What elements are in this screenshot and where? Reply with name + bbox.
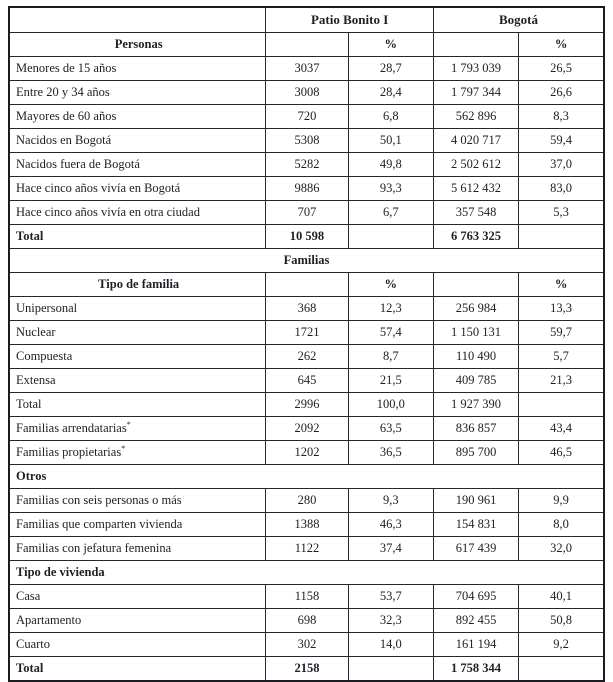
- patio-value-cell: 280: [266, 489, 348, 513]
- table-row: [9, 393, 604, 417]
- patio-value-cell: 645: [266, 369, 348, 393]
- patio-value-cell: 698: [266, 609, 348, 633]
- patio-percent-cell: 28,4: [348, 81, 433, 105]
- bogota-percent-cell: 26,6: [519, 81, 604, 105]
- bogota-value-cell: 562 896: [433, 105, 518, 129]
- patio-value-cell: 2158: [266, 657, 348, 682]
- bogota-percent-cell: 32,0: [519, 537, 604, 561]
- column-subheader-row: [9, 273, 604, 297]
- table-row: [9, 129, 604, 153]
- row-label-cell: Familias con seis personas o más: [9, 489, 266, 513]
- table-body: [9, 33, 604, 682]
- row-label-cell: Hace cinco años vivía en otra ciudad: [9, 201, 266, 225]
- row-label-cell: Menores de 15 años: [9, 57, 266, 81]
- bogota-percent-header-cell: %: [519, 33, 604, 57]
- patio-value-cell: 3008: [266, 81, 348, 105]
- patio-value-cell: 707: [266, 201, 348, 225]
- bogota-value-header-cell: [433, 33, 518, 57]
- row-label-cell: Extensa: [9, 369, 266, 393]
- table-row: [9, 225, 604, 249]
- patio-percent-cell: 6,7: [348, 201, 433, 225]
- bogota-percent-cell: 21,3: [519, 369, 604, 393]
- bogota-percent-cell: 43,4: [519, 417, 604, 441]
- patio-percent-cell: [348, 657, 433, 682]
- table-row: [9, 321, 604, 345]
- row-label-cell: Nacidos en Bogotá: [9, 129, 266, 153]
- table-row: [9, 633, 604, 657]
- section-header-cell: Tipo de vivienda: [9, 561, 604, 585]
- patio-percent-cell: 63,5: [348, 417, 433, 441]
- bogota-value-cell: 5 612 432: [433, 177, 518, 201]
- patio-value-cell: 720: [266, 105, 348, 129]
- patio-value-cell: 1202: [266, 441, 348, 465]
- footnote-asterisk: *: [126, 419, 131, 429]
- bogota-value-cell: 4 020 717: [433, 129, 518, 153]
- patio-percent-cell: 36,5: [348, 441, 433, 465]
- bogota-value-cell: 161 194: [433, 633, 518, 657]
- patio-percent-cell: 46,3: [348, 513, 433, 537]
- bogota-value-cell: 6 763 325: [433, 225, 518, 249]
- patio-percent-cell: 6,8: [348, 105, 433, 129]
- table-row: [9, 105, 604, 129]
- bogota-value-cell: 1 797 344: [433, 81, 518, 105]
- empty-corner-cell: [9, 7, 266, 33]
- patio-bonito-column-header: Patio Bonito I: [266, 7, 434, 33]
- row-label-cell: Hace cinco años vivía en Bogotá: [9, 177, 266, 201]
- table-row: [9, 369, 604, 393]
- bogota-value-cell: 357 548: [433, 201, 518, 225]
- patio-percent-cell: 50,1: [348, 129, 433, 153]
- patio-value-cell: 1388: [266, 513, 348, 537]
- bogota-percent-cell: 5,7: [519, 345, 604, 369]
- patio-value-cell: 5308: [266, 129, 348, 153]
- row-label-cell: Compuesta: [9, 345, 266, 369]
- row-label-cell: Total: [9, 393, 266, 417]
- patio-percent-cell: 21,5: [348, 369, 433, 393]
- bogota-value-cell: 154 831: [433, 513, 518, 537]
- table-row: [9, 201, 604, 225]
- section-header-cell: Otros: [9, 465, 604, 489]
- bogota-percent-cell: 50,8: [519, 609, 604, 633]
- row-label-cell: Nuclear: [9, 321, 266, 345]
- bogota-value-cell: 1 927 390: [433, 393, 518, 417]
- bogota-value-cell: 617 439: [433, 537, 518, 561]
- bogota-value-header-cell: [433, 273, 518, 297]
- bogota-percent-cell: 59,7: [519, 321, 604, 345]
- bogota-value-cell: 1 793 039: [433, 57, 518, 81]
- row-label-cell: Familias con jefatura femenina: [9, 537, 266, 561]
- row-label-cell: Total: [9, 225, 266, 249]
- section-header-row: [9, 249, 604, 273]
- patio-value-cell: 1721: [266, 321, 348, 345]
- table-row: [9, 81, 604, 105]
- bogota-percent-cell: 83,0: [519, 177, 604, 201]
- row-label-cell: Familias que comparten vivienda: [9, 513, 266, 537]
- bogota-value-cell: 892 455: [433, 609, 518, 633]
- row-label-cell: Casa: [9, 585, 266, 609]
- patio-value-cell: 3037: [266, 57, 348, 81]
- patio-percent-cell: 12,3: [348, 297, 433, 321]
- bogota-percent-cell: [519, 393, 604, 417]
- table-row: [9, 513, 604, 537]
- section-header-row: [9, 465, 604, 489]
- bogota-percent-cell: 40,1: [519, 585, 604, 609]
- patio-value-header-cell: [266, 33, 348, 57]
- bogota-percent-cell: 13,3: [519, 297, 604, 321]
- patio-percent-cell: 14,0: [348, 633, 433, 657]
- bogota-value-cell: 704 695: [433, 585, 518, 609]
- patio-value-cell: 9886: [266, 177, 348, 201]
- column-subheader-row: [9, 33, 604, 57]
- table-row: [9, 441, 604, 465]
- table-row: [9, 585, 604, 609]
- table-row: [9, 345, 604, 369]
- patio-percent-header-cell: %: [348, 273, 433, 297]
- table-group-header-row: [9, 7, 604, 33]
- bogota-value-cell: 895 700: [433, 441, 518, 465]
- row-label-cell: Nacidos fuera de Bogotá: [9, 153, 266, 177]
- row-label-cell: Familias propietarias*: [9, 441, 266, 465]
- bogota-percent-header-cell: %: [519, 273, 604, 297]
- patio-percent-cell: 57,4: [348, 321, 433, 345]
- patio-value-cell: 1122: [266, 537, 348, 561]
- bogota-percent-cell: 9,2: [519, 633, 604, 657]
- row-label-cell: Familias arrendatarias*: [9, 417, 266, 441]
- bogota-column-header: Bogotá: [433, 7, 604, 33]
- table-row: [9, 657, 604, 682]
- demographics-table: [8, 6, 605, 682]
- bogota-percent-cell: 26,5: [519, 57, 604, 81]
- bogota-percent-cell: 37,0: [519, 153, 604, 177]
- bogota-value-cell: 1 150 131: [433, 321, 518, 345]
- patio-value-cell: 368: [266, 297, 348, 321]
- patio-percent-cell: 37,4: [348, 537, 433, 561]
- patio-value-cell: 2092: [266, 417, 348, 441]
- bogota-value-cell: 409 785: [433, 369, 518, 393]
- patio-value-cell: 302: [266, 633, 348, 657]
- patio-percent-header-cell: %: [348, 33, 433, 57]
- patio-value-cell: 2996: [266, 393, 348, 417]
- bogota-value-cell: 110 490: [433, 345, 518, 369]
- bogota-percent-cell: [519, 225, 604, 249]
- patio-percent-cell: 9,3: [348, 489, 433, 513]
- bogota-percent-cell: 5,3: [519, 201, 604, 225]
- bogota-percent-cell: 8,0: [519, 513, 604, 537]
- patio-percent-cell: [348, 225, 433, 249]
- patio-value-cell: 5282: [266, 153, 348, 177]
- table-row: [9, 57, 604, 81]
- bogota-percent-cell: 9,9: [519, 489, 604, 513]
- table-row: [9, 297, 604, 321]
- bogota-percent-cell: [519, 657, 604, 682]
- table-row: [9, 177, 604, 201]
- bogota-value-cell: 1 758 344: [433, 657, 518, 682]
- patio-value-header-cell: [266, 273, 348, 297]
- table-row: [9, 489, 604, 513]
- patio-value-cell: 10 598: [266, 225, 348, 249]
- table-row: [9, 609, 604, 633]
- table-row: [9, 153, 604, 177]
- patio-value-cell: 1158: [266, 585, 348, 609]
- row-label-cell: Entre 20 y 34 años: [9, 81, 266, 105]
- bogota-percent-cell: 46,5: [519, 441, 604, 465]
- row-label-cell: Mayores de 60 años: [9, 105, 266, 129]
- table-row: [9, 417, 604, 441]
- bogota-value-cell: 836 857: [433, 417, 518, 441]
- patio-percent-cell: 49,8: [348, 153, 433, 177]
- patio-percent-cell: 100,0: [348, 393, 433, 417]
- bogota-value-cell: 256 984: [433, 297, 518, 321]
- bogota-percent-cell: 8,3: [519, 105, 604, 129]
- subheader-label-cell: Personas: [9, 33, 266, 57]
- footnote-asterisk: *: [121, 443, 126, 453]
- row-label-cell: Total: [9, 657, 266, 682]
- bogota-percent-cell: 59,4: [519, 129, 604, 153]
- subheader-label-cell: Tipo de familia: [9, 273, 266, 297]
- patio-percent-cell: 8,7: [348, 345, 433, 369]
- patio-percent-cell: 28,7: [348, 57, 433, 81]
- section-header-cell: Familias: [9, 249, 604, 273]
- table-row: [9, 537, 604, 561]
- patio-percent-cell: 32,3: [348, 609, 433, 633]
- patio-value-cell: 262: [266, 345, 348, 369]
- bogota-value-cell: 190 961: [433, 489, 518, 513]
- row-label-cell: Apartamento: [9, 609, 266, 633]
- row-label-cell: Unipersonal: [9, 297, 266, 321]
- section-header-row: [9, 561, 604, 585]
- bogota-value-cell: 2 502 612: [433, 153, 518, 177]
- patio-percent-cell: 93,3: [348, 177, 433, 201]
- row-label-cell: Cuarto: [9, 633, 266, 657]
- patio-percent-cell: 53,7: [348, 585, 433, 609]
